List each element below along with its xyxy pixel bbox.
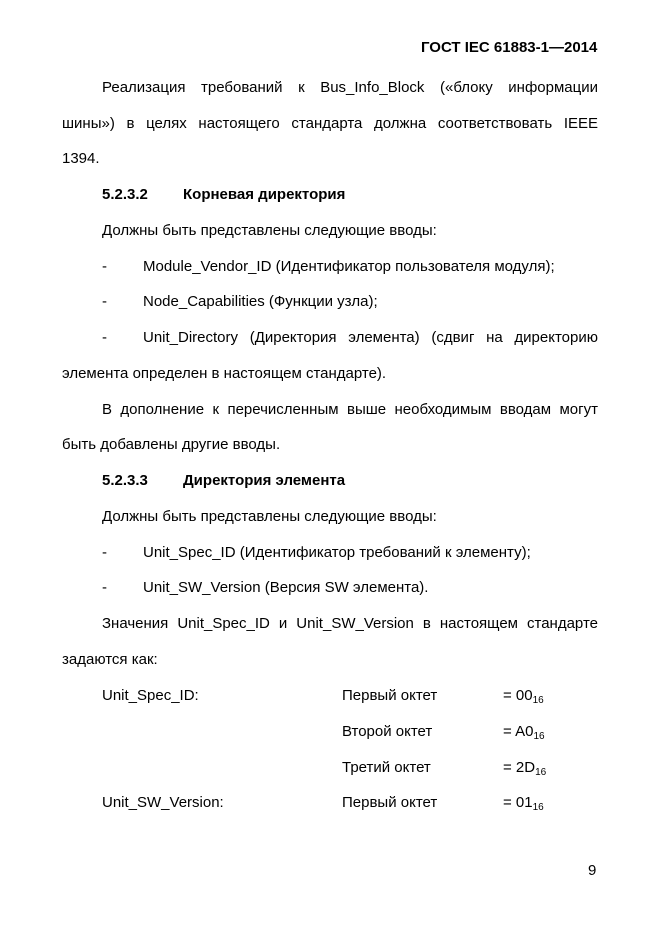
list-item: Unit_Directory (Директория элемента) (сдвиг на директорию [143,329,598,346]
paragraph-line: шины») в целях настоящего стандарта должна соответствовать IEEE [62,115,598,132]
value-base: 16 [532,695,544,706]
list-item-continuation: элемента определен в настоящем стандарте). [62,365,387,382]
list-item: Unit_Spec_ID (Идентификатор требований к элементу); [143,544,531,561]
paragraph-line: Должны быть представлены следующие вводы: [102,222,437,239]
list-bullet: - [102,544,107,561]
octet-value [503,687,544,707]
section-title: Директория элемента [183,472,346,489]
section-title: Корневая директория [183,186,346,203]
list-bullet: - [102,579,107,596]
field-name: Unit_Spec_ID: [102,687,199,704]
octet-value [503,723,545,743]
octet-label: Третий октет [342,759,431,776]
list-item: Module_Vendor_ID (Идентификатор пользователя модуля); [143,258,555,275]
list-bullet: - [102,329,107,346]
value-base: 16 [533,731,545,742]
paragraph-line: Значения Unit_Spec_ID и Unit_SW_Version в настоящем стандарте [102,615,598,632]
value-text: = 2D [503,759,536,776]
document-header: ГОСТ IEC 61883-1—2014 [421,39,598,56]
section-number: 5.2.3.2 [102,186,148,203]
octet-label: Первый октет [342,794,438,811]
octet-label: Первый октет [342,687,438,704]
list-bullet: - [102,258,107,275]
page-number: 9 [588,862,597,879]
list-item: Unit_SW_Version (Версия SW элемента). [143,579,429,596]
list-item: Node_Capabilities (Функции узла); [143,293,378,310]
value-base: 16 [535,767,547,778]
paragraph-line: Должны быть представлены следующие вводы: [102,508,437,525]
paragraph-line: задаются как: [62,651,158,668]
octet-value [503,794,544,814]
section-number: 5.2.3.3 [102,472,148,489]
paragraph-line: В дополнение к перечисленным выше необходимым вводам могут [102,401,598,418]
list-bullet: - [102,293,107,310]
octet-value [503,759,546,779]
value-base: 16 [532,802,544,813]
value-text: = 01 [503,794,533,811]
paragraph-line: быть добавлены другие вводы. [62,436,281,453]
field-name: Unit_SW_Version: [102,794,224,811]
value-text: = 00 [503,687,533,704]
paragraph-line: Реализация требований к Bus_Info_Block («блоку информации [102,79,598,96]
paragraph-line: 1394. [62,150,100,167]
octet-label: Второй октет [342,723,433,740]
value-text: = A0 [503,723,534,740]
